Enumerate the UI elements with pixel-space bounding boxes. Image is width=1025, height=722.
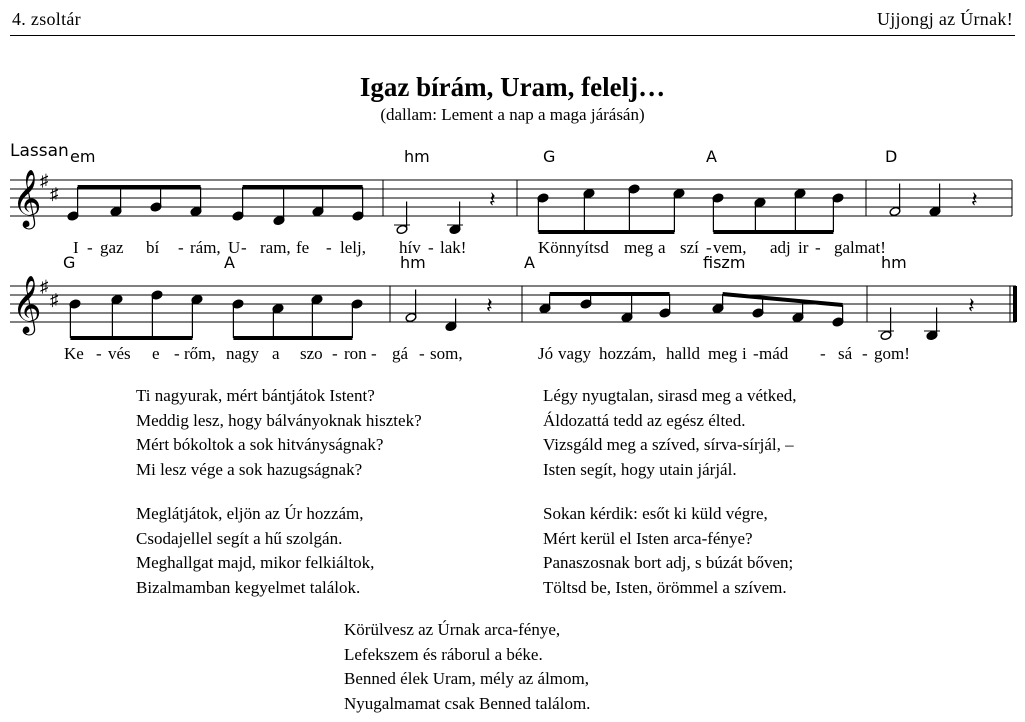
- sharp-sign: ♯: [50, 184, 59, 204]
- stanza-line: Meghallgat majd, mikor felkiáltok,: [136, 553, 375, 572]
- stanza-line: Benned élek Uram, mély az álmom,: [344, 669, 589, 688]
- chord-symbol: hm: [400, 253, 426, 272]
- staff-system-1: [10, 147, 1012, 257]
- lyric-syllable: rám,: [190, 238, 221, 257]
- lyric-syllable: -: [419, 344, 425, 363]
- lyric-syllable: Jó: [538, 344, 554, 363]
- chord-symbol: A: [224, 253, 235, 272]
- song-subtitle: (dallam: Lement a nap a maga járásán): [380, 105, 645, 124]
- quarter-rest: 𝄽: [968, 293, 975, 318]
- stanza-line: Csodajellel segít a hű szolgán.: [136, 528, 343, 548]
- lyric-syllable: meg: [624, 238, 654, 257]
- lyric-syllable: U: [228, 238, 241, 257]
- lyric-syllable: szo: [300, 344, 323, 363]
- chord-symbol: hm: [404, 147, 430, 166]
- lyric-syllable: sá: [838, 344, 853, 363]
- lyric-syllable: -: [371, 344, 377, 363]
- lyric-syllable: ir: [798, 238, 809, 257]
- chord-symbol: G: [63, 253, 76, 272]
- lyric-syllable: mád: [759, 344, 789, 363]
- lyric-syllable: gaz: [100, 238, 124, 257]
- lyric-syllable: -: [332, 344, 338, 363]
- sharp-sign: ♯: [40, 171, 49, 190]
- quarter-rest: 𝄽: [489, 187, 496, 212]
- treble-clef: 𝄞: [12, 276, 42, 332]
- lyric-syllable: gom!: [874, 344, 910, 363]
- chord-symbol: G: [543, 147, 556, 166]
- stanza-line: Vizsgáld meg a szíved, sírva-sírjál, –: [543, 435, 794, 454]
- stanza-5: [344, 618, 590, 716]
- lyric-syllable: vagy: [558, 344, 592, 363]
- song-title: Igaz bírám, Uram, felelj…: [359, 72, 666, 102]
- lyric-syllable: I: [73, 238, 79, 257]
- lyric-syllable: -: [178, 238, 184, 257]
- lyric-syllable: ram,: [260, 238, 291, 257]
- lyric-syllable: -: [326, 238, 332, 257]
- quarter-rest: 𝄽: [486, 293, 493, 318]
- lyric-syllable: adj: [770, 238, 791, 257]
- lyric-syllable: -: [241, 238, 247, 257]
- lyric-syllable: Ke: [64, 344, 84, 363]
- lyric-syllable: lelj,: [340, 238, 366, 257]
- lyric-syllable: gá: [392, 344, 409, 363]
- lyric-syllable: ron: [344, 344, 367, 363]
- lyric-syllable: rőm,: [184, 344, 216, 363]
- chord-symbol: hm: [881, 253, 907, 272]
- chord-symbol: D: [885, 147, 898, 166]
- chord-symbol: em: [70, 147, 96, 166]
- stanza-line: Meglátjátok, eljön az Úr hozzám,: [136, 504, 364, 523]
- lyric-syllable: a: [272, 344, 280, 363]
- lyric-syllable: nagy: [226, 344, 260, 363]
- lyric-syllable: galmat!: [834, 238, 886, 257]
- stanza-line: Körülvesz az Úrnak arca-fénye,: [344, 620, 561, 639]
- lyric-syllable: -: [174, 344, 180, 363]
- stanza-line: Mért kerül el Isten arca-fénye?: [543, 528, 753, 548]
- stanza-line: Mi lesz vége a sok hazugságnak?: [136, 459, 363, 479]
- lyric-syllable: e: [152, 344, 160, 363]
- sharp-sign: ♯: [40, 277, 49, 296]
- lyric-syllable: meg: [708, 344, 738, 363]
- treble-clef: 𝄞: [12, 170, 42, 226]
- note-beam: [723, 294, 843, 305]
- stanza-line: Sokan kérdik: esőt ki küld végre,: [543, 504, 768, 523]
- lyric-syllable: som,: [430, 344, 463, 363]
- lyric-syllable: szí: [680, 238, 699, 257]
- sharp-sign: ♯: [50, 290, 59, 310]
- lyric-syllable: -: [820, 344, 826, 363]
- lyric-syllable: Könnyítsd: [538, 238, 609, 257]
- chord-symbol: fiszm: [703, 253, 746, 272]
- chord-symbol: A: [524, 253, 535, 272]
- lyric-syllable: -: [815, 238, 821, 257]
- lyric-syllable: a: [658, 238, 666, 257]
- quarter-rest: 𝄽: [971, 187, 978, 212]
- stanza-line: Mért bókoltok a sok hitványságnak?: [136, 435, 384, 454]
- stanza-3: [136, 502, 374, 600]
- lyric-syllable: -: [428, 238, 434, 257]
- lyric-syllable: -: [753, 344, 759, 363]
- lyric-syllable: hozzám,: [599, 344, 657, 363]
- stanza-line: Nyugalmamat csak Benned találom.: [344, 693, 591, 713]
- staff-system-2: [10, 253, 1016, 363]
- lyric-syllable: fe: [296, 238, 310, 257]
- tempo-marking: Lassan: [10, 141, 69, 161]
- lyric-syllable: lak!: [440, 238, 467, 257]
- lyric-syllable: -: [706, 238, 712, 257]
- stanza-line: Meddig lesz, hogy bálványoknak hisztek?: [136, 410, 422, 430]
- lyric-syllable: -: [862, 344, 868, 363]
- stanza-2: [543, 384, 797, 482]
- stanza-line: Áldozattá tedd az egész élted.: [543, 410, 746, 430]
- lyric-syllable: vem,: [713, 238, 747, 257]
- stanza-line: Panaszosnak bort adj, s búzát bőven;: [543, 553, 794, 572]
- stanza-line: Töltsd be, Isten, örömmel a szívem.: [543, 577, 787, 597]
- lyric-syllable: hív: [399, 238, 421, 257]
- lyric-syllable: i: [742, 344, 747, 363]
- lyric-syllable: -: [87, 238, 93, 257]
- lyric-syllable: -: [96, 344, 102, 363]
- stanza-line: Ti nagyurak, mért bántjátok Istent?: [136, 386, 375, 405]
- chord-symbol: A: [706, 147, 717, 166]
- header-book-title: Ujjongj az Úrnak!: [876, 9, 1013, 29]
- header-section-label: 4. zsoltár: [12, 9, 81, 29]
- lyric-syllable: bí: [146, 238, 160, 257]
- stanza-line: Lefekszem és ráborul a béke.: [344, 644, 543, 664]
- lyric-syllable: vés: [108, 344, 131, 363]
- stanza-1: [136, 384, 422, 482]
- stanza-line: Bizalmamban kegyelmet találok.: [136, 577, 361, 597]
- stanza-line: Isten segít, hogy utain járjál.: [543, 459, 737, 479]
- stanza-line: Légy nyugtalan, sirasd meg a vétked,: [543, 386, 797, 405]
- lyric-syllable: halld: [666, 344, 700, 363]
- stanza-4: [543, 502, 793, 600]
